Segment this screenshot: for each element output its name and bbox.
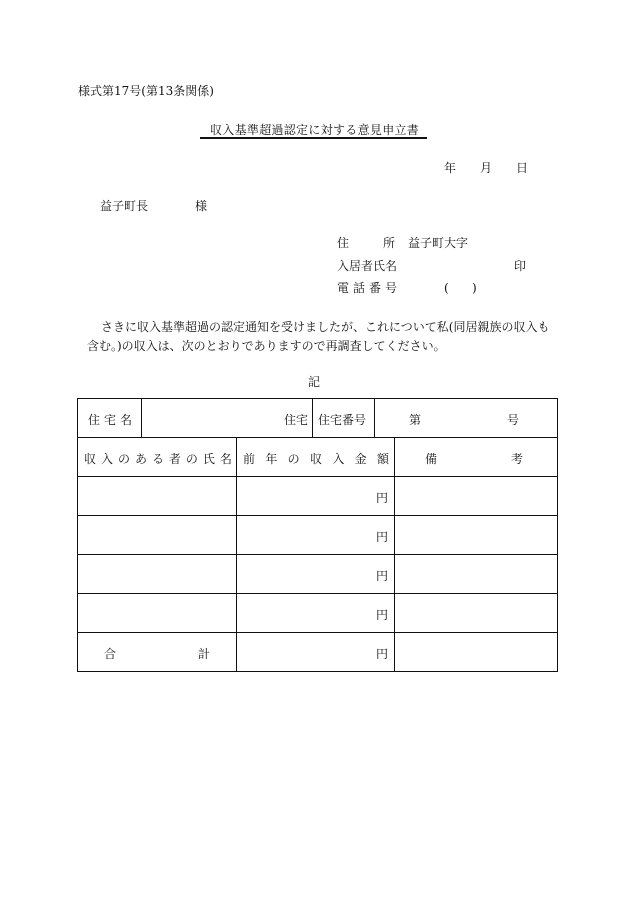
housing-number-field[interactable] [375, 399, 558, 438]
date-year: 年 [444, 161, 457, 175]
header-remarks: 備 考 [395, 438, 558, 477]
table-row [78, 516, 558, 555]
phone-paren-close: ) [472, 281, 477, 295]
total-row [78, 633, 558, 672]
person-name-field[interactable] [78, 477, 237, 516]
person-name-field[interactable] [78, 594, 237, 633]
address-label-2: 所 [383, 236, 396, 250]
title-underline [200, 137, 427, 139]
address-label-1: 住 [337, 236, 350, 250]
total-amount-field[interactable]: 円 [237, 633, 395, 672]
note-heading: 記 [308, 375, 321, 389]
housing-number-label-cell: 住宅番号 [313, 399, 375, 438]
housing-row [78, 399, 558, 438]
phone-label: 電 話 番 号 [337, 281, 397, 295]
total-label-cell: 合 計 [78, 633, 237, 672]
resident-name-label: 入居者氏名 [337, 259, 398, 273]
addressee-name: 益子町長 [100, 199, 149, 213]
header-row [78, 438, 558, 477]
housing-name-field[interactable] [142, 399, 313, 438]
date-day: 日 [516, 161, 529, 175]
remarks-field[interactable] [395, 516, 558, 555]
phone-paren-open: ( [444, 281, 449, 295]
number-suffix: 号 [507, 413, 520, 427]
income-table [77, 398, 558, 672]
income-amount-field[interactable]: 円 [237, 594, 395, 633]
document-title: 収入基準超過認定に対する意見申立書 [210, 123, 420, 137]
income-amount-field[interactable]: 円 [237, 555, 395, 594]
form-number: 様式第17号(第13条関係) [78, 84, 214, 98]
housing-suffix: 住宅 [283, 413, 308, 427]
addressee-honorific: 様 [195, 199, 208, 213]
number-prefix: 第 [409, 413, 422, 427]
table-row [78, 594, 558, 633]
income-amount-field[interactable]: 円 [237, 516, 395, 555]
seal-mark: 印 [514, 259, 527, 273]
table-row [78, 555, 558, 594]
total-remarks-field[interactable] [395, 633, 558, 672]
remarks-field[interactable] [395, 555, 558, 594]
person-name-field[interactable] [78, 516, 237, 555]
housing-name-label-cell: 住 宅 名 [78, 399, 142, 438]
remarks-field[interactable] [395, 594, 558, 633]
remarks-field[interactable] [395, 477, 558, 516]
table-row [78, 477, 558, 516]
person-name-field[interactable] [78, 555, 237, 594]
body-text: さきに収入基準超過の認定通知を受けましたが、これについて私(同居親族の収入も含む。)の収入は、次のとおりでありますので再調査してください。 [87, 320, 550, 353]
header-income: 前 年 の 収 入 金 額 [237, 438, 395, 477]
header-name: 収 入 の あ る 者 の 氏 名 [78, 438, 237, 477]
address-value: 益子町大字 [408, 236, 469, 250]
date-month: 月 [480, 161, 493, 175]
income-amount-field[interactable]: 円 [237, 477, 395, 516]
